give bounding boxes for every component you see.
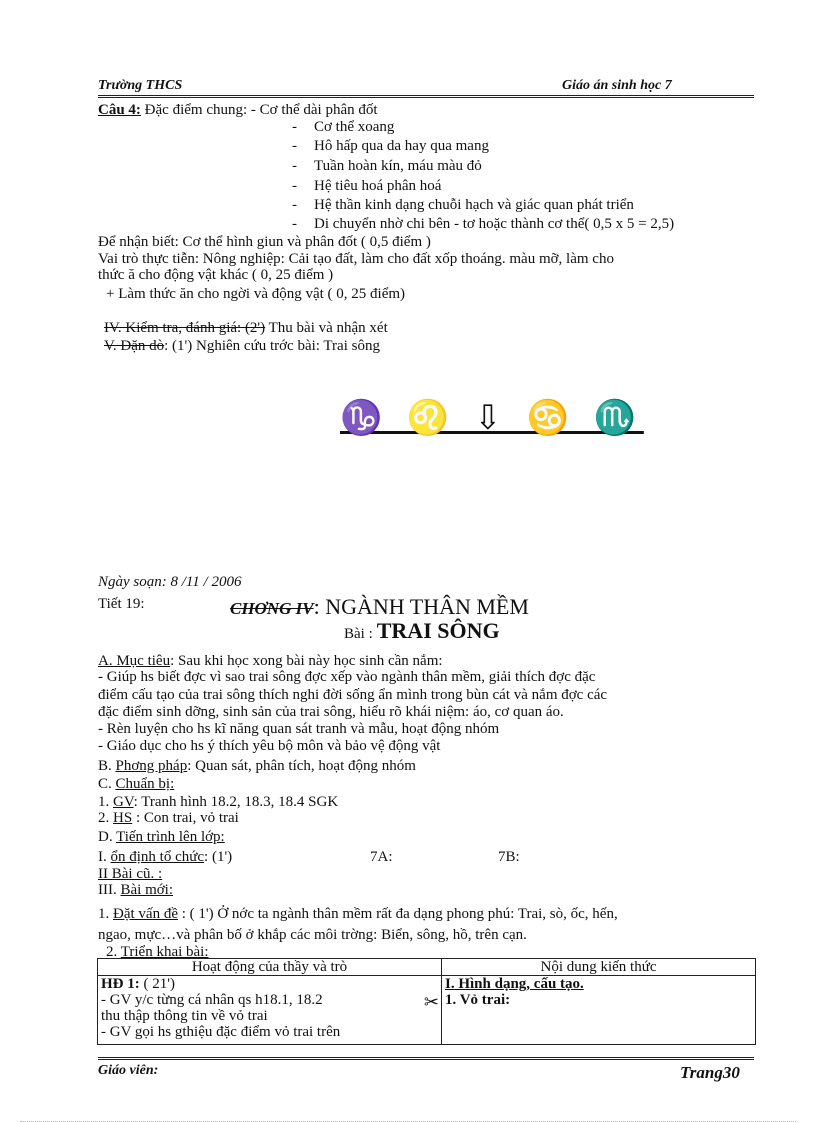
- activity-line: thu thập thông tin về vỏ trai: [101, 1008, 268, 1024]
- scissors-icon: ✂: [423, 992, 439, 1012]
- footer-teacher: Giáo viên:: [98, 1063, 159, 1078]
- lesson-title: Bài : TRAI SÔNG: [344, 618, 500, 643]
- section-c-gv: 1. GV: Tranh hình 18.2, 18.3, 18.4 SGK: [98, 794, 339, 810]
- class-7a: 7A:: [370, 849, 393, 865]
- lesson-date: Ngày soạn: 8 /11 / 2006: [98, 574, 242, 590]
- section-a-line: đặc điểm sinh dỡng, sinh sản của trai sông, hiểu rõ khái niệm: áo, cơ quan áo.: [98, 704, 564, 720]
- header-rule: [98, 95, 754, 98]
- section-ii: II Bài cũ. :: [98, 866, 163, 882]
- class-7b: 7B:: [498, 849, 520, 865]
- cau4-nhan-biet: Để nhận biết: Cơ thể hình giun và phân đốt ( 0,5 điểm ): [98, 234, 431, 250]
- dat-van-de-cont: ngao, mực…và phân bố ở khắp các môi trờng: Biển, sông, hồ, trên cạn.: [98, 927, 527, 943]
- content-heading: I. Hình dạng, cấu tạo.: [445, 976, 584, 992]
- cau4-item: - Cơ thể xoang: [292, 119, 395, 135]
- activities-cell: [98, 976, 442, 1045]
- section-iv: IV. Kiểm tra, đánh giá: (2') Thu bài và nhận xét: [104, 320, 388, 336]
- content-subheading: 1. Vỏ trai:: [445, 992, 511, 1008]
- table-row: [98, 976, 756, 1045]
- zodiac-ornament: ♑ ♌ ⇩ ♋ ♏: [340, 400, 644, 437]
- activity-line: - GV y/c từng cá nhân qs h18.1, 18.2: [101, 992, 323, 1008]
- cau4-vai-tro: Vai trò thực tiễn: Nông nghiệp: Cải tạo đất, làm cho đất xốp thoáng. màu mỡ, làm cho: [98, 251, 614, 267]
- section-d: D. Tiến trình lên lớp:: [98, 829, 225, 845]
- activity-line: - GV gọi hs gthiệu đặc điểm vỏ trai trên: [101, 1024, 341, 1040]
- cau4-vai-tro-cont: thức ă cho động vật khác ( 0, 25 điểm ): [98, 267, 334, 283]
- cau4-vai-tro-plus: + Làm thức ăn cho ngời và động vật ( 0, 25 điểm): [106, 286, 406, 302]
- lesson-tiet: Tiết 19:: [98, 596, 145, 612]
- school-header: Trường THCS: [98, 78, 183, 93]
- section-a-line: - Giúp hs biết đợc vì sao trai sông đợc xếp vào ngành thân mềm, giải thích đợc đặc: [98, 669, 596, 685]
- section-c-hs: 2. HS : Con trai, vỏ trai: [98, 810, 239, 826]
- cau4-item: - Hô hấp qua da hay qua mang: [292, 138, 489, 154]
- cau4-intro: Câu 4: Đặc điểm chung: - Cơ thể dài phân đốt: [98, 102, 378, 118]
- content-cell: [442, 976, 756, 1045]
- cau4-item: - Di chuyển nhờ chi bên - tơ hoặc thành cơ thể( 0,5 x 5 = 2,5): [292, 216, 675, 232]
- section-b: B. Phơng pháp: Quan sát, phân tích, hoạt động nhóm: [98, 758, 416, 774]
- section-a-line: - Rèn luyện cho hs kĩ năng quan sát tranh và mẫu, hoạt động nhóm: [98, 721, 500, 737]
- hd1-heading: HĐ 1: ( 21'): [101, 976, 175, 992]
- dat-van-de: 1. Đặt vấn đề : ( 1') Ở nớc ta ngành thân mềm rất đa dạng phong phú: Trai, sò, ốc, hến,: [98, 906, 618, 922]
- lesson-table: [97, 958, 756, 1045]
- section-iii: III. Bài mới:: [98, 882, 174, 898]
- footer-page: Trang30: [680, 1063, 740, 1082]
- trien-khai: 2. Triển khai bài:: [106, 944, 209, 960]
- section-a-line: điểm cấu tạo của trai sông thích nghi đời sống ẩn mình trong bùn cát và nắm đợc các: [98, 687, 608, 703]
- page-edge: [20, 1121, 796, 1122]
- section-a: A. Mục tiêu: Sau khi học xong bài này học sinh cần nắm:: [98, 653, 443, 669]
- cau4-label: Câu 4:: [98, 102, 141, 118]
- table-header-row: [98, 959, 756, 976]
- section-i: I. ổn định tổ chức: (1'): [98, 849, 233, 865]
- chapter-title: CHƠNG IV: NGÀNH THÂN MỀM: [230, 594, 529, 619]
- subject-header: Giáo án sinh học 7: [562, 78, 672, 93]
- footer-rule: [98, 1057, 754, 1060]
- cau4-item: - Hệ tiêu hoá phân hoá: [292, 178, 442, 194]
- section-v: V. Dặn dò: (1') Nghiên cứu trớc bài: Trai sông: [104, 338, 380, 354]
- section-c: C. Chuẩn bị:: [98, 776, 175, 792]
- section-a-line: - Giáo dục cho hs ý thích yêu bộ môn và bảo vệ động vật: [98, 738, 441, 754]
- table-header-activities: Hoạt động của thầy và trò: [98, 959, 442, 976]
- cau4-item: - Hệ thần kinh dạng chuỗi hạch và giác quan phát triển: [292, 197, 634, 213]
- table-header-content: Nội dung kiến thức: [442, 959, 756, 976]
- cau4-item: - Tuần hoàn kín, máu màu đỏ: [292, 158, 482, 174]
